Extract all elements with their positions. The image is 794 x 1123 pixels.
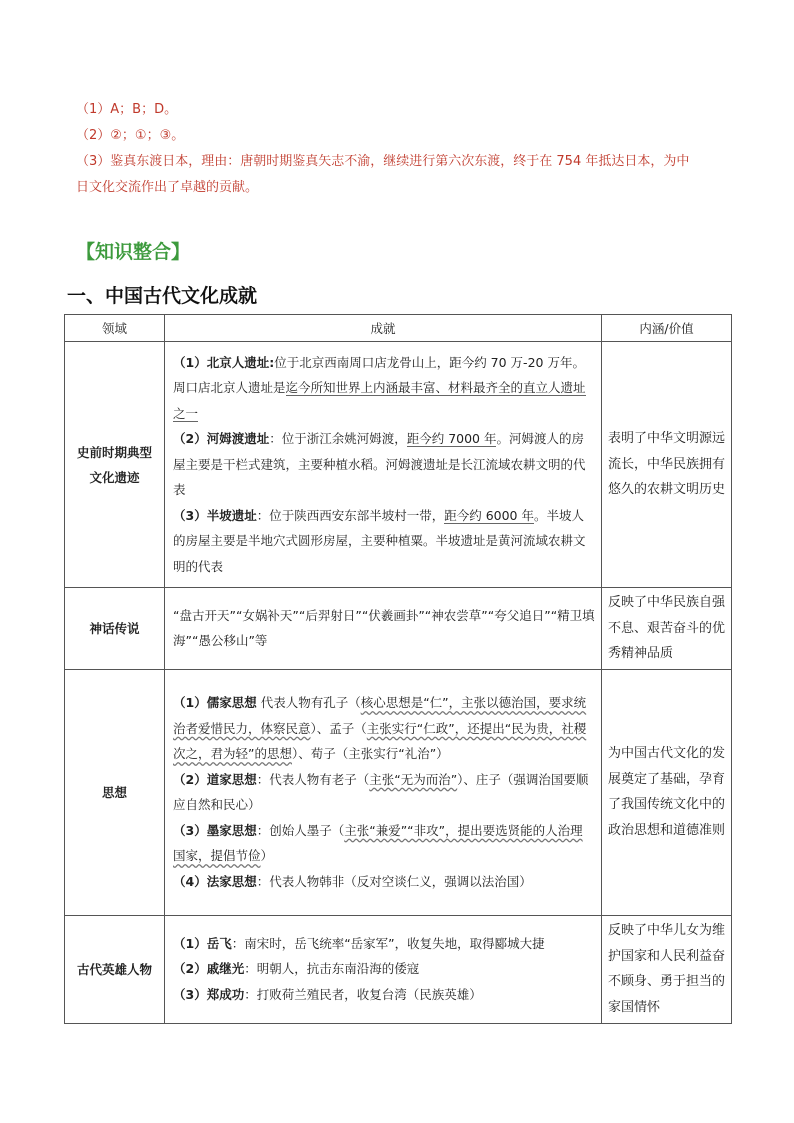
table-row: [65, 342, 732, 588]
section-title: 一、中国古代文化成就: [67, 285, 258, 307]
table-row: [65, 588, 732, 670]
header-achievement: 成就: [165, 315, 602, 342]
list-item: （2）道家思想：代表人物有老子（主张“无为而治”）、庄子（强调治国要顺应自然和民心）: [173, 771, 589, 812]
answer-line-3: （3）鉴真东渡日本，理由：唐朝时期鉴真矢志不渝，继续进行第六次东渡，终于在 754 年抵达日本，为中: [76, 154, 690, 169]
table-row: [65, 915, 732, 1023]
list-item: （2）河姆渡遗址：位于浙江余姚河姆渡，距今约 7000 年。河姆渡人的房屋主要是干栏式建筑，主要种植水稻。河姆渡遗址是长江流域农耕文明的代表: [173, 431, 586, 498]
row-content: [165, 669, 602, 915]
list-item: （3）郑成功：打败荷兰殖民者，收复台湾（民族英雄）: [173, 986, 482, 1002]
row-field: 神话传说: [65, 588, 165, 670]
row-content: [165, 342, 602, 588]
knowledge-table: [64, 314, 732, 1024]
row-content: “盘古开天”“女娲补天”“后羿射日”“伏羲画卦”“神农尝草”“夸父追日”“精卫填海”“愚公移山”等: [165, 588, 602, 670]
row-meaning: 反映了中华儿女为维护国家和人民利益奋不顾身、勇于担当的家国情怀: [602, 915, 732, 1023]
list-item: （3）半坡遗址：位于陕西西安东部半坡村一带，距今约 6000 年。半坡人的房屋主要是半地穴式圆形房屋，主要种植粟。半坡遗址是黄河流域农耕文明的代表: [173, 507, 586, 574]
row-meaning: 反映了中华民族自强不息、艰苦奋斗的优秀精神品质: [602, 588, 732, 670]
table-row: [65, 669, 732, 915]
answer-line-2: （2）②；①；③。: [76, 128, 185, 143]
row-meaning: 表明了中华文明源远流长，中华民族拥有悠久的农耕文明历史: [602, 342, 732, 588]
answer-section: [76, 97, 736, 201]
row-field: 古代英雄人物: [65, 915, 165, 1023]
list-item: （3）墨家思想：创始人墨子（主张“兼爱”“非攻”，提出要选贤能的人治理国家，提倡节俭）: [173, 822, 583, 863]
list-item: （2）戚继光：明朝人，抗击东南沿海的倭寇: [173, 961, 420, 977]
header-meaning: 内涵/价值: [602, 315, 732, 342]
answer-line-1: （1）A；B；D。: [76, 102, 178, 117]
row-field: 史前时期典型文化遗迹: [65, 342, 165, 588]
section-tag: 【知识整合】: [76, 241, 191, 263]
list-item: （4）法家思想：代表人物韩非（反对空谈仁义，强调以法治国）: [173, 873, 532, 889]
table-header-row: [65, 315, 732, 342]
answer-line-3-cont: 日文化交流作出了卓越的贡献。: [76, 180, 259, 195]
row-meaning: 为中国古代文化的发展奠定了基础，孕育了我国传统文化中的政治思想和道德准则: [602, 669, 732, 915]
list-item: （1）北京人遗址:位于北京西南周口店龙骨山上，距今约 70 万-20 万年。周口店北京人遗址是迄今所知世界上内涵最丰富、材料最齐全的直立人遗址之一: [173, 354, 586, 421]
list-item: （1）岳飞：南宋时，岳飞统率“岳家军”，收复失地，取得郾城大捷: [173, 935, 545, 951]
row-content: [165, 915, 602, 1023]
row-field: 思想: [65, 669, 165, 915]
header-field: 领域: [65, 315, 165, 342]
list-item: （1）儒家思想 代表人物有孔子（核心思想是“仁”，主张以德治国，要求统治者爱惜民力，体察民意）、孟子（主张实行“仁政”，还提出“民为贵，社稷次之，君为轻”的思想）、荀子（主张实行“礼治”）: [173, 695, 587, 761]
